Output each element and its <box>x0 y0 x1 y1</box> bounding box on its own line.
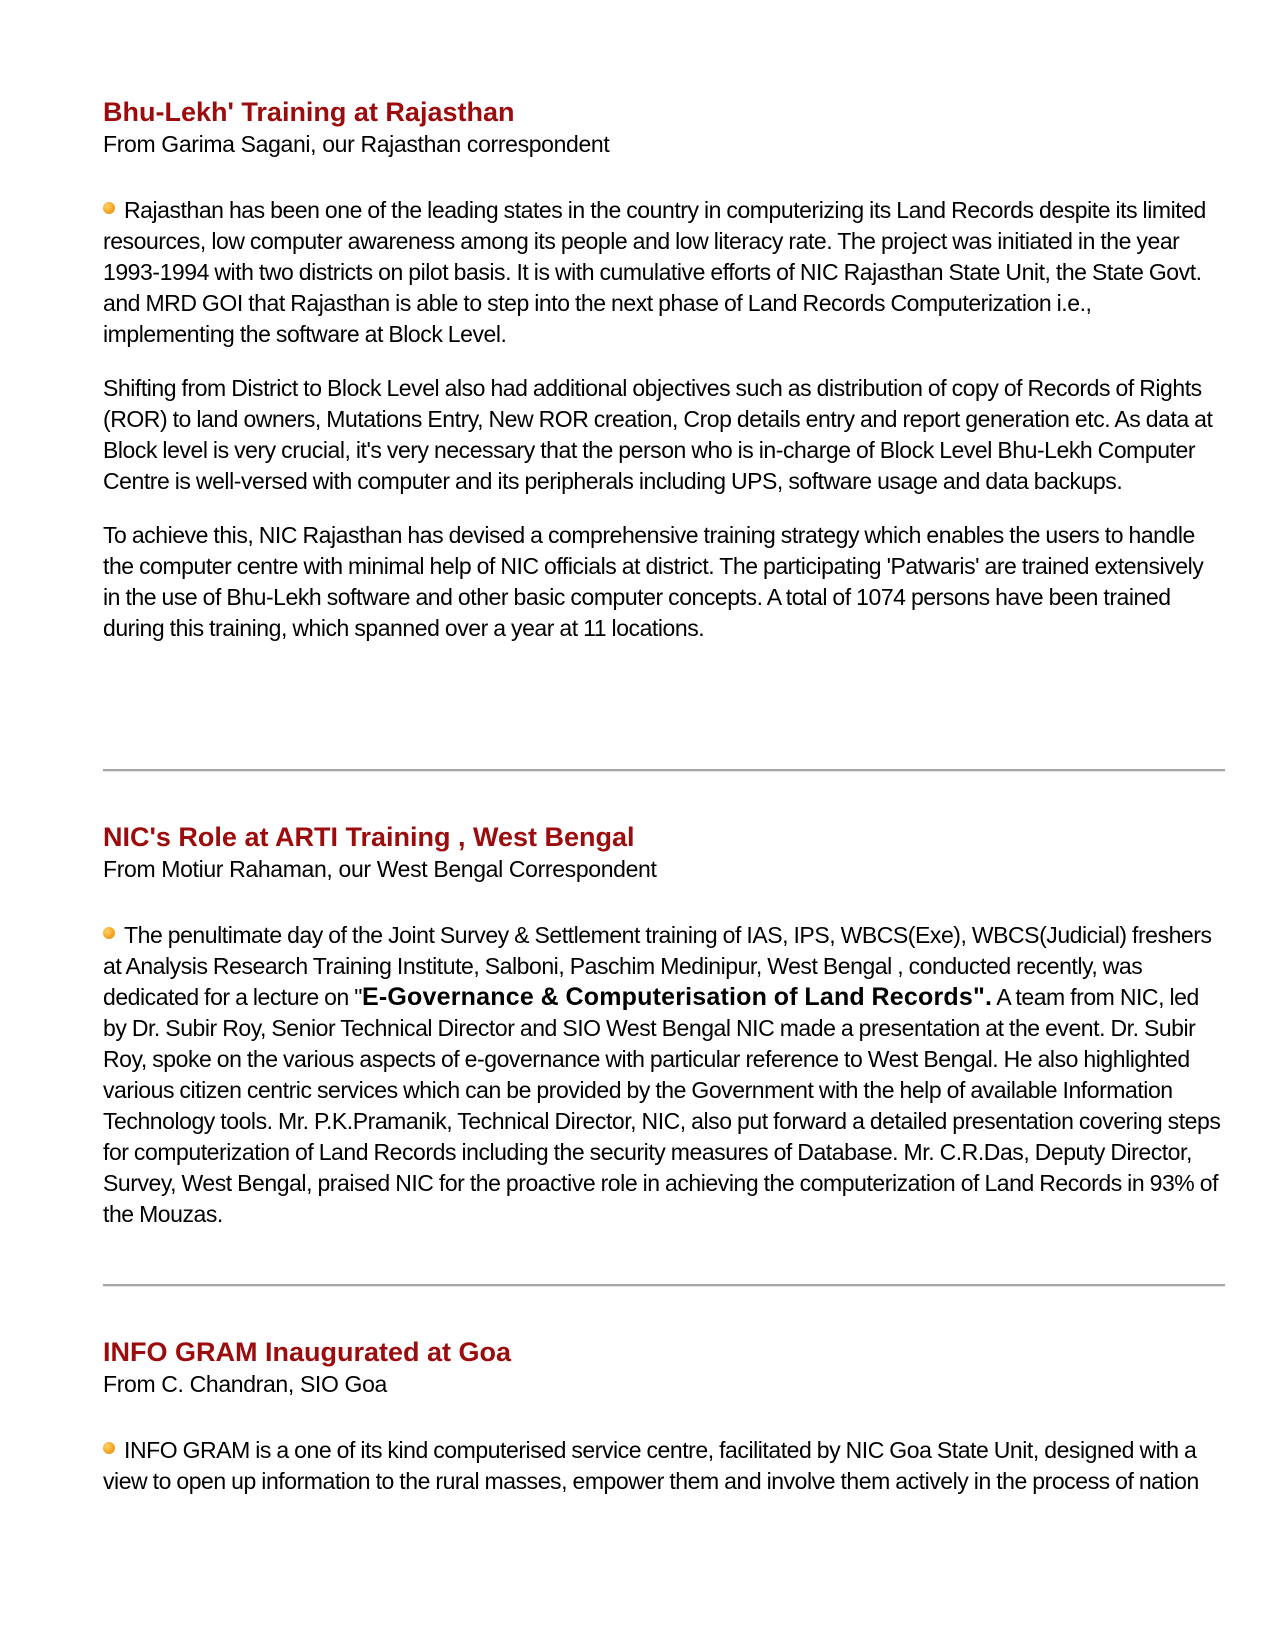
article-nic-arti-west-bengal <box>103 820 1225 1230</box>
article-paragraph: Shifting from District to Block Level also had additional objectives such as distribution of copy of Records of Rights (ROR) to land owners, Mutations Entry, New ROR creation, Crop details entry and report generation etc. As data at Block level is very crucial, it's very necessary that the person who is in-charge of Block Level Bhu-Lekh Computer Centre is well-versed with computer and its peripherals including UPS, software usage and data backups. <box>103 375 1213 494</box>
article-title: NIC's Role at ARTI Training , West Bengal <box>103 822 635 852</box>
orange-bullet-icon <box>103 927 115 939</box>
article-info-gram-goa <box>103 1335 1225 1497</box>
article-paragraph <box>103 920 1225 1230</box>
paragraph-text: Rajasthan has been one of the leading states in the country in computerizing its Land Records despite its limited resources, low computer awareness among its people and low literacy rate. The project was initiated in the year 1993-1994 with two districts on pilot basis. It is with cumulative efforts of NIC Rajasthan State Unit, the State Govt. and MRD GOI that Rajasthan is able to step into the next phase of Land Records Computerization i.e., implementing the software at Block Level. <box>103 197 1206 347</box>
section-divider <box>103 1284 1225 1287</box>
article-paragraph <box>103 195 1225 350</box>
article-paragraph <box>103 1435 1225 1497</box>
orange-bullet-icon <box>103 202 115 214</box>
paragraph-text: The penultimate day of the Joint Survey & Settlement training of IAS, IPS, WBCS(Exe), WBCS(Judicial) freshers at Analysis Research Training Institute, Salboni, Paschim Medinipur, West Bengal , conducted recently, was dedicated for a lecture on " <box>103 922 1212 1010</box>
article-paragraph: To achieve this, NIC Rajasthan has devised a comprehensive training strategy which enables the users to handle the computer centre with minimal help of NIC officials at district. The participating 'Patwaris' are trained extensively in the use of Bhu-Lekh software and other basic computer concepts. A total of 1074 persons have been trained during this training, which spanned over a year at 11 locations. <box>103 522 1204 641</box>
article-title: Bhu-Lekh' Training at Rajasthan <box>103 97 515 127</box>
article-bhulekh-rajasthan <box>103 95 1225 644</box>
article-byline: From Motiur Rahaman, our West Bengal Correspondent <box>103 856 657 882</box>
article-byline: From Garima Sagani, our Rajasthan correspondent <box>103 131 610 157</box>
section-divider <box>103 769 1225 772</box>
article-byline: From C. Chandran, SIO Goa <box>103 1371 387 1397</box>
newsletter-page <box>103 95 1225 1497</box>
orange-bullet-icon <box>103 1442 115 1454</box>
paragraph-text: INFO GRAM is a one of its kind computerised service centre, facilitated by NIC Goa State Unit, designed with a view to open up information to the rural masses, empower them and involve them actively in the process of nation <box>103 1437 1199 1494</box>
paragraph-text: A team from NIC, led by Dr. Subir Roy, Senior Technical Director and SIO West Bengal NIC made a presentation at the event. Dr. Subir Roy, spoke on the various aspects of e-governance with particular reference to West Bengal. He also highlighted various citizen centric services which can be provided by the Government with the help of available Information Technology tools. Mr. P.K.Pramanik, Technical Director, NIC, also put forward a detailed presentation covering steps for computerization of Land Records including the security measures of Database. Mr. C.R.Das, Deputy Director, Survey, West Bengal, praised NIC for the proactive role in achieving the computerization of Land Records in 93% of the Mouzas. <box>103 984 1221 1227</box>
article-title: INFO GRAM Inaugurated at Goa <box>103 1337 512 1367</box>
lecture-title-emphasis: E-Governance & Computerisation of Land Records". <box>362 983 993 1011</box>
